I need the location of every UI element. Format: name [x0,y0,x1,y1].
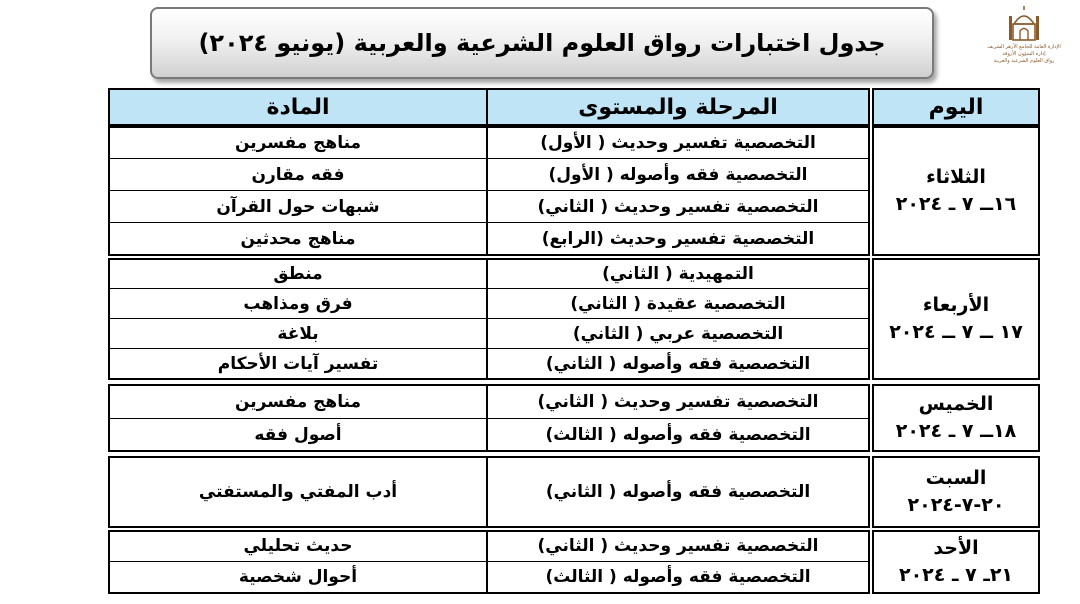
logo-line-3: رواق العلوم الشرعية والعربية [993,58,1055,64]
logo-line-1: الإدارة العامة للجامع الأزهر الشريف [987,44,1061,50]
subject-cell: فرق ومذاهب [243,293,353,314]
logo-line-2: إدارة الشؤون الأروقة [1002,51,1046,57]
page-title: جدول اختبارات رواق العلوم الشرعية والعربية (يونيو ٢٠٢٤) [198,29,886,57]
level-cell: التخصصية فقه وأصوله ( الثالث) [545,567,811,587]
day-date: ٢٠-٧-٢٠٢٤ [907,494,1005,516]
day-name: الخميس [918,393,994,415]
header-subject: المادة [108,88,488,126]
day-cell-saturday [872,456,1040,528]
level-cell: التخصصية فقه وأصوله ( الأول) [548,165,808,185]
subject-cell: مناهج مفسرين [234,392,362,412]
day-cell-thursday [872,384,1040,452]
day-name: الأحد [933,537,979,559]
al-azhar-logo [978,4,1070,76]
day-date: ١٨ــ ٧ ـ ٢٠٢٤ [895,420,1017,442]
subject-cell: تفسير آيات الأحكام [217,353,379,374]
level-cell: التخصصية تفسير وحديث (الرابع) [541,229,815,249]
subject-cell: بلاغة [277,323,319,344]
day-name: الأربعاء [922,294,990,316]
subject-cell: أحوال شخصية [238,567,358,587]
day-date: ٢١ـ ٧ ـ ٢٠٢٤ [898,564,1014,586]
day-date: ١٧ ــ ٧ ــ ٢٠٢٤ [889,321,1023,343]
level-cell: التخصصية فقه وأصوله ( الثاني) [545,482,811,502]
header-level: المرحلة والمستوى [486,88,870,126]
page-title-box [150,7,934,79]
subject-cell: أدب المفتي والمستفتي [198,482,398,502]
level-cell: التخصصية فقه وأصوله ( الثاني) [545,353,811,374]
level-cell: التخصصية عربي ( الثاني) [572,323,784,344]
day-cell-sunday [872,530,1040,594]
level-cell: التخصصية تفسير وحديث ( الثاني) [537,536,819,556]
day-name: الثلاثاء [926,166,986,188]
row-divider [108,190,870,191]
day-cell-tuesday [872,126,1040,256]
subject-cell: منطق [273,263,323,284]
subject-cell: مناهج مفسرين [234,133,362,153]
level-cell: التخصصية تفسير وحديث ( الثاني) [537,197,819,217]
level-cell: التخصصية تفسير وحديث ( الأول) [540,133,816,153]
day-name: السبت [925,467,987,489]
header-day: اليوم [872,88,1040,126]
level-cell: التخصصية تفسير وحديث ( الثاني) [537,392,819,412]
subject-cell: حديث تحليلي [243,536,353,556]
day-date: ١٦ــ ٧ ـ ٢٠٢٤ [895,193,1017,215]
subject-cell: شبهات حول القرآن [216,197,380,217]
level-cell: التخصصية فقه وأصوله ( الثالث) [545,424,811,445]
subject-cell: أصول فقه [254,424,342,445]
row-divider [108,158,870,159]
level-cell: التخصصية عقيدة ( الثاني) [570,293,786,314]
subject-cell: مناهج محدثين [240,229,356,249]
level-cell: التمهيدية ( الثاني) [602,263,754,284]
subject-cell: فقه مقارن [251,165,345,185]
row-divider [108,222,870,223]
day-cell-wednesday [872,258,1040,380]
mosque-emblem-icon [1007,4,1041,44]
